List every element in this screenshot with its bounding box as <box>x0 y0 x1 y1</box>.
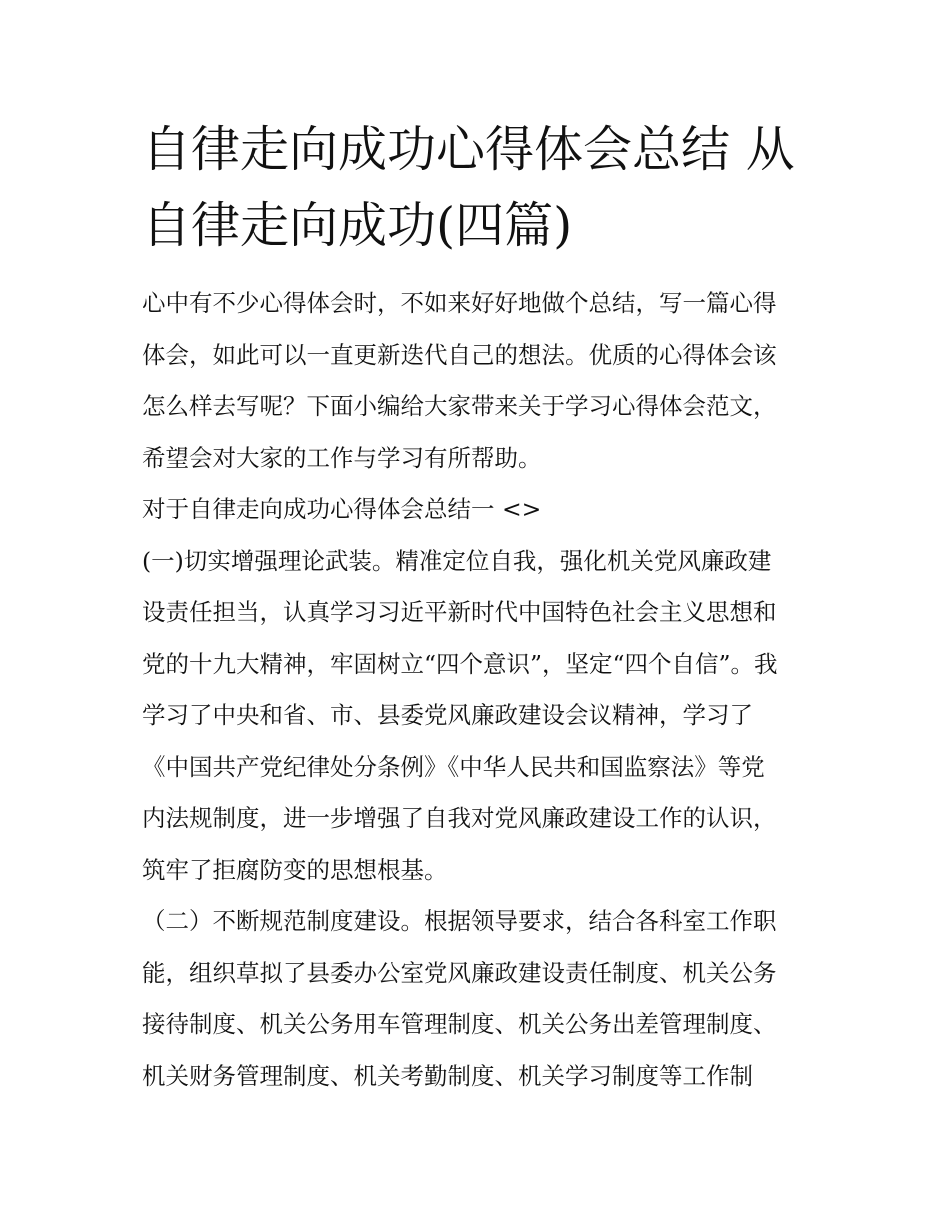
body-line-4: 希望会对大家的工作与学习有所帮助。 <box>142 443 542 472</box>
body-line-11: 内法规制度，进一步增强了自我对党风廉政建设工作的认识， <box>142 804 777 832</box>
body-line-10: 《中国共产党纪律处分条例》《中华人民共和国监察法》等党 <box>142 752 765 781</box>
body-line-3: 怎么样去写呢？下面小编给大家带来关于学习心得体会范文， <box>142 392 777 420</box>
body-line-16: 机关财务管理制度、机关考勤制度、机关学习制度等工作制 <box>142 1061 753 1090</box>
body-line-12: 筑牢了拒腐防变的思想根基。 <box>142 855 448 884</box>
document-body <box>142 278 822 1102</box>
section-heading: 对于自律走向成功心得体会总结一 <> <box>142 495 542 523</box>
body-line-6: (一)切实增强理论武装。精准定位自我，强化机关党风廉政建 <box>142 546 772 575</box>
body-line-8: 党的十九大精神，牢固树立“四个意识”，坚定“四个自信”。我 <box>142 649 778 678</box>
body-line-1: 心中有不少心得体会时，不如来好好地做个总结，写一篇心得 <box>142 289 777 317</box>
document-title <box>142 112 822 264</box>
title-line-1: 自律走向成功心得体会总结 从 <box>142 121 795 178</box>
body-line-2: 体会，如此可以一直更新迭代自己的想法。优质的心得体会该 <box>142 340 777 369</box>
body-line-13: （二）不断规范制度建设。根据领导要求，结合各科室工作职 <box>142 907 777 935</box>
body-line-9: 学习了中央和省、市、县委党风廉政建设会议精神，学习了 <box>142 701 753 729</box>
body-line-15: 接待制度、机关公务用车管理制度、机关公务出差管理制度、 <box>142 1010 777 1038</box>
body-line-7: 设责任担当，认真学习习近平新时代中国特色社会主义思想和 <box>142 598 777 626</box>
title-line-2: 自律走向成功(四篇) <box>142 197 573 254</box>
body-line-14: 能，组织草拟了县委办公室党风廉政建设责任制度、机关公务 <box>142 958 777 987</box>
